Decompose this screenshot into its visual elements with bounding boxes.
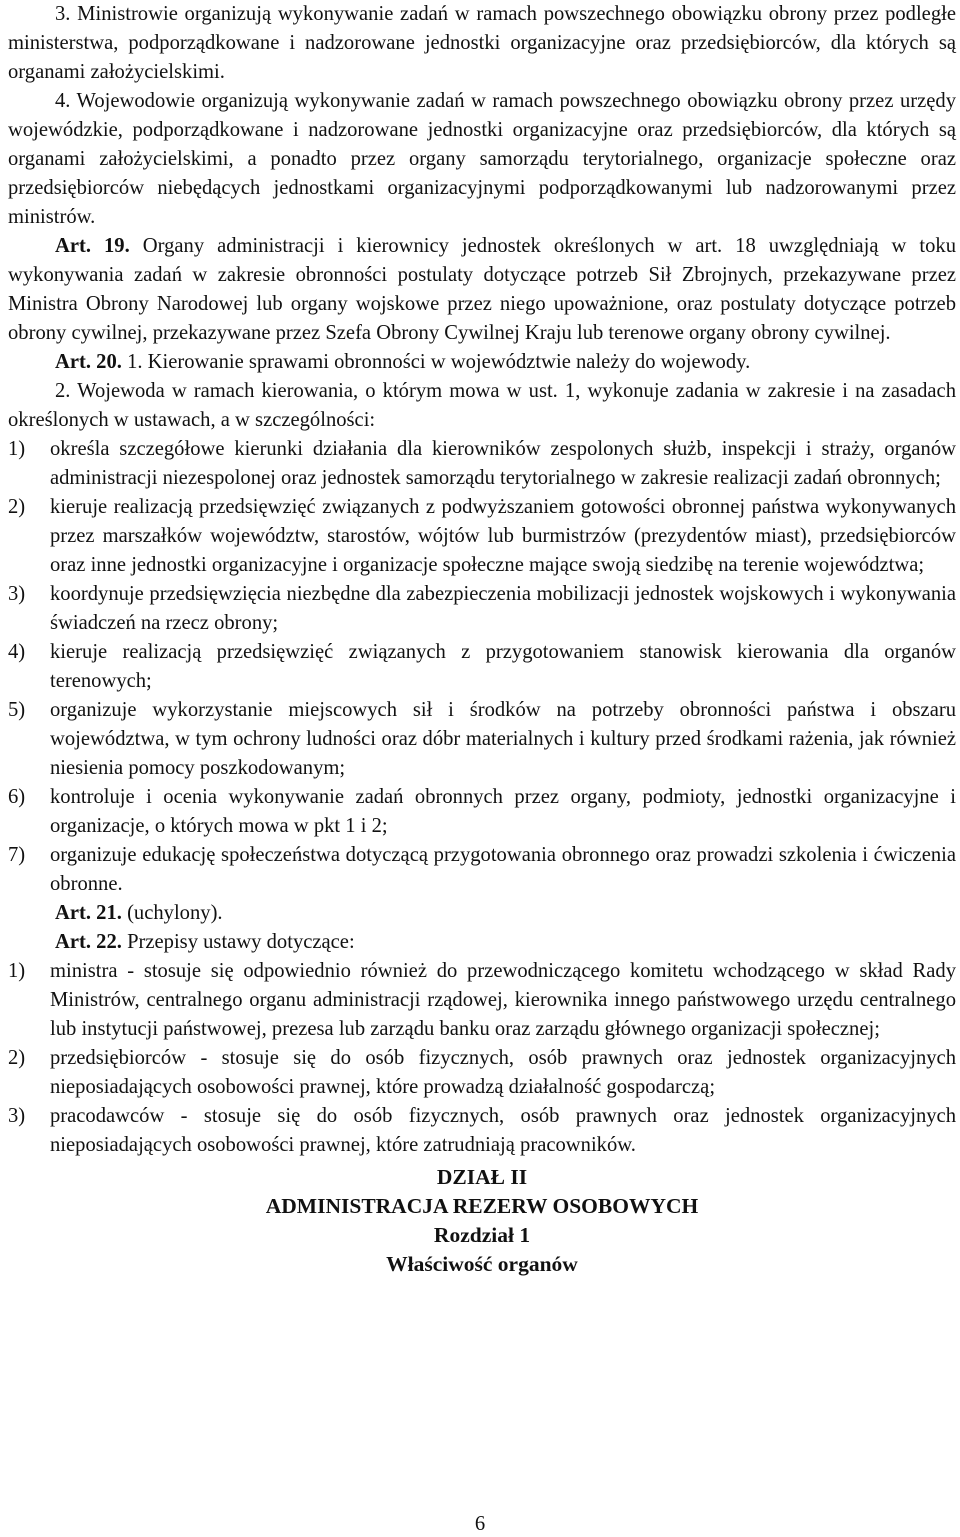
art20-item-list (8, 435, 956, 899)
item-number: 1) (8, 960, 26, 982)
paragraph-text: Przepisy ustawy dotyczące: (121, 931, 355, 953)
list-item (8, 580, 956, 638)
list-item (8, 841, 956, 899)
item-text: przedsiębiorców - stosuje się do osób fizycznych, osób prawnych oraz jednostek organizacyjnych nieposiadających osobowości prawnej, które prowadzą działalność gospodarczą; (50, 1047, 956, 1098)
list-item (8, 696, 956, 783)
paragraph-art20-ust1 (8, 348, 956, 377)
paragraph-text: 3. Ministrowie organizują wykonywanie zadań w ramach powszechnego obowiązku obrony przez podległe ministerstwa, podporządkowane i nadzorowane jednostki organizacyjne oraz przedsiębiorców, dla których są organami założycielskimi. (8, 3, 956, 83)
item-text: organizuje edukację społeczeństwa dotyczącą przygotowania obronnego oraz prowadzi szkolenia i ćwiczenia obronne. (50, 844, 956, 895)
paragraph-art21 (8, 899, 956, 928)
item-text: pracodawców - stosuje się do osób fizycznych, osób prawnych oraz jednostek organizacyjnych nieposiadających osobowości prawnej, które zatrudniają pracowników. (50, 1105, 956, 1156)
item-number: 6) (8, 786, 26, 808)
item-text: koordynuje przedsięwzięcia niezbędne dla zabezpieczenia mobilizacji jednostek wojskowych i wykonywania świadczeń na rzecz obrony; (50, 583, 956, 634)
paragraph-art18-ust3 (8, 0, 956, 87)
article-label: Art. 22. (55, 931, 122, 953)
paragraph-art19 (8, 232, 956, 348)
division-title: ADMINISTRACJA REZERW OSOBOWYCH (265, 1194, 699, 1218)
list-item (8, 435, 956, 493)
list-item (8, 1102, 956, 1160)
paragraph-text: (uchylony). (121, 902, 223, 924)
list-item (8, 1044, 956, 1102)
division-heading: DZIAŁ II (436, 1165, 528, 1189)
item-text: kieruje realizacją przedsięwzięć związanych z przygotowaniem stanowisk kierowania dla organów terenowych; (50, 641, 956, 692)
paragraph-text: Organy administracji i kierownicy jednostek określonych w art. 18 uwzględniają w toku wykonywania zadań w zakresie obronności postulaty dotyczące potrzeb Sił Zbrojnych, przekazywane przez Ministra Obrony Narodowej lub organy wojskowe przez niego upoważnione, oraz postulaty dotyczące potrzeb obrony cywilnej, przekazywane przez Szefa Obrony Cywilnej Kraju lub terenowe organy obrony cywilnej. (8, 235, 956, 344)
item-number: 7) (8, 844, 26, 866)
item-text: określa szczegółowe kierunki działania dla kierowników zespolonych służb, inspekcji i straży, organów administracji niezespolonej oraz jednostek samorządu terytorialnego w zakresie realizacji zadań obronnych; (50, 438, 956, 489)
list-item (8, 493, 956, 580)
item-text: kontroluje i ocenia wykonywanie zadań obronnych przez organy, podmioty, jednostki organizacyjne i organizacje, o których mowa w pkt 1 i 2; (50, 786, 956, 837)
item-text: ministra - stosuje się odpowiednio również do przewodniczącego komitetu wchodzącego w skład Rady Ministrów, centralnego organu administracji rządowej, kierownika innego państwowego urzędu centralnego lub instytucji państwowej, prezesa lub zarządu banku oraz zarządu głównego organizacji społecznej; (50, 960, 956, 1040)
paragraph-text: 2. Wojewoda w ramach kierowania, o którym mowa w ust. 1, wykonuje zadania w zakresie i na zasadach określonych w ustawach, a w szczególności: (8, 380, 956, 431)
item-number: 2) (8, 496, 26, 518)
paragraph-text: 4. Wojewodowie organizują wykonywanie zadań w ramach powszechnego obowiązku obrony przez urzędy wojewódzkie, podporządkowane i nadzorowane jednostki organizacyjne oraz przedsiębiorców, dla których są organami założycielskimi, a ponadto przez organy samorządu terytorialnego, organizacje społeczne oraz przedsiębiorców niebędących jednostkami organizacyjnymi podporządkowanymi lub nadzorowanymi przez ministrów. (8, 90, 956, 228)
paragraph-art18-ust4 (8, 87, 956, 232)
item-text: kieruje realizacją przedsięwzięć związanych z podwyższaniem gotowości obronnej państwa wykonywanych przez marszałków województw, starostów, wójtów lub burmistrzów (prezydentów miast), przedsiębiorców oraz inne jednostki organizacyjne i organizacje społeczne mające swoją siedzibę na terenie województwa; (50, 496, 956, 576)
item-text: organizuje wykorzystanie miejscowych sił i środków na potrzeby obronności państwa i obszaru województwa, w tym ochrony ludności oraz dóbr materialnych i kultury przed środkami rażenia, jak również niesienia pomocy poszkodowanym; (50, 699, 956, 779)
article-label: Art. 21. (55, 902, 122, 924)
chapter-heading: Rozdział 1 (433, 1223, 531, 1247)
list-item (8, 957, 956, 1044)
paragraph-text: 1. Kierowanie sprawami obronności w województwie należy do wojewody. (121, 351, 751, 373)
item-number: 4) (8, 641, 26, 663)
document-page (8, 0, 956, 1279)
article-label: Art. 19. (55, 235, 130, 257)
chapter-title: Właściwość organów (386, 1252, 578, 1276)
item-number: 3) (8, 1105, 26, 1127)
page-number: 6 (474, 1513, 486, 1535)
list-item (8, 638, 956, 696)
art22-item-list (8, 957, 956, 1160)
article-label: Art. 20. (55, 351, 122, 373)
item-number: 3) (8, 583, 26, 605)
paragraph-art22 (8, 928, 956, 957)
item-number: 5) (8, 699, 26, 721)
paragraph-art20-ust2 (8, 377, 956, 435)
item-number: 1) (8, 438, 26, 460)
item-number: 2) (8, 1047, 26, 1069)
list-item (8, 783, 956, 841)
